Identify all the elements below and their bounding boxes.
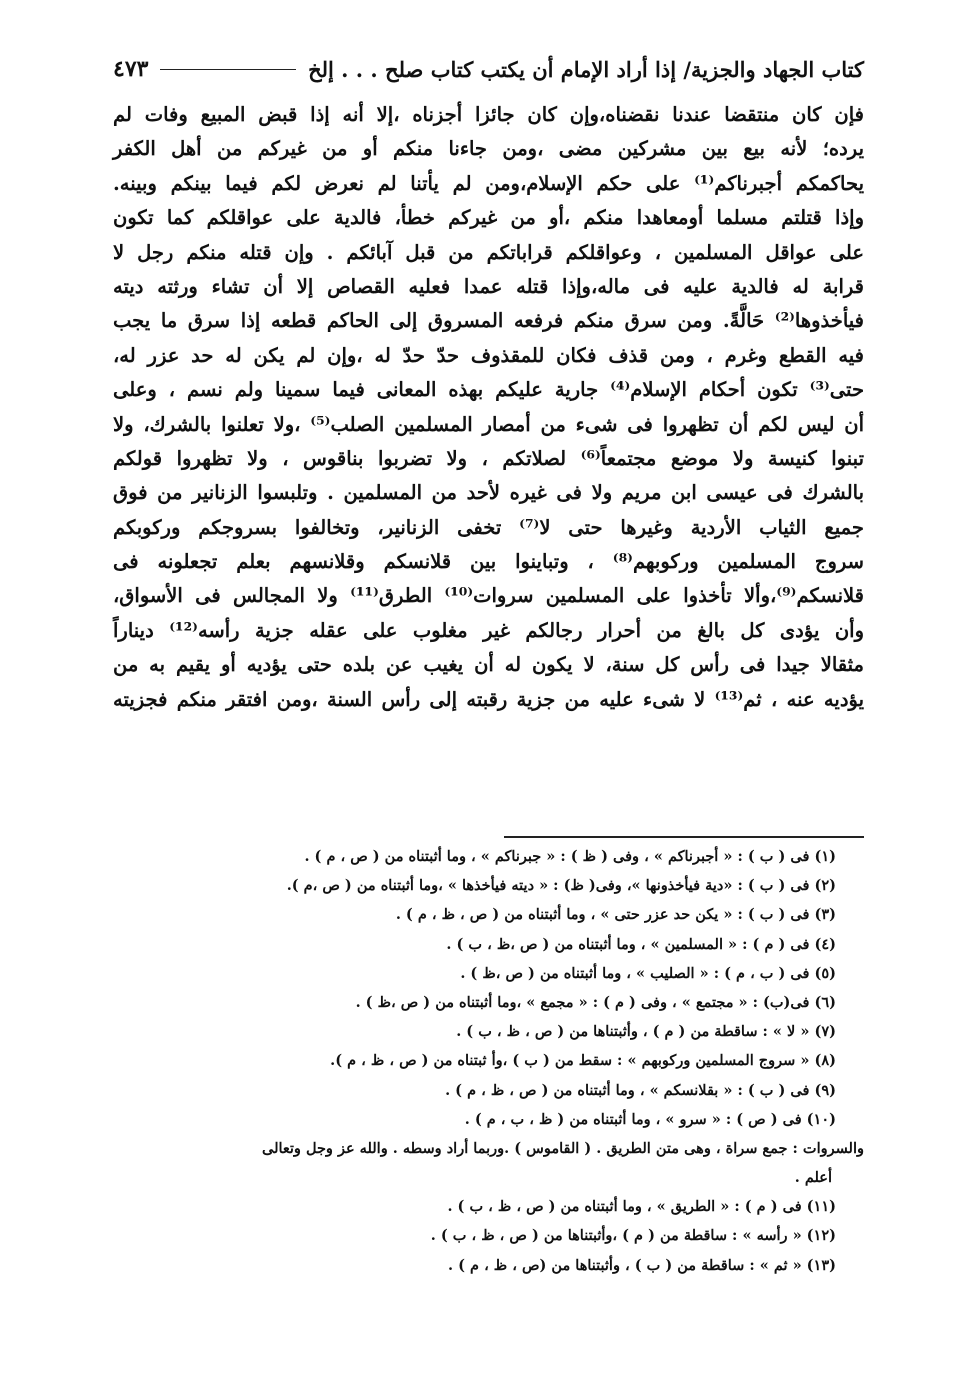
running-header [113, 52, 864, 86]
footnote: (١٢) « رأسه » : ساقطة من ( م ) ،وأثبتناها من ( ص ، ظ ، ب ) . [430, 1227, 836, 1245]
footnote-separator [504, 836, 864, 838]
footnote: (٩) فى ( ب ) : « بقلانسكم » ، وما أثبتناه من ( ص ، ظ ، م ) . [445, 1081, 836, 1099]
footnote: (١١) فى ( م ) : « الطريق » ، وما أثبتناه من ( ص ، ظ ، ب ) . [447, 1198, 836, 1216]
text-line: تبنوا كنيسة ولا موضع مجتمعاً⁽⁶⁾ لصلاتكم ، ولا تضربوا بناقوس ، ولا تظهروا قولكم [113, 446, 864, 470]
footnote: (٣) فى ( ب ) : « يكن حد عزر حتى » ، وما أثبتناه من ( ص ، ظ ، م ) . [395, 906, 836, 924]
main-text [113, 98, 864, 717]
text-line: فإن كان منتقضا عندنا نقضناه،وإن كان جائزا أجزناه ،إلا أنه إذا قبض المبيع وفات لم [113, 103, 864, 126]
footnote: (٤) فى ( م ) : « المسلمين » ، وما أثبتناه من ( ص ،ظ ، ب ) . [446, 935, 836, 953]
footnotes [113, 842, 864, 1280]
footnote-note: والسروات : جمع سراة ، وهى متن الطريق . ( القاموس ) .وربما أراد وسطه . والله عز وجل وتعالى [261, 1139, 864, 1157]
footnote: (١) فى ( ب ) : « أجبرناكم » ، وفى ( ظ ) : « جبرناكم » ، وما أثبتناه من ( ص ، م ) . [304, 848, 836, 865]
text-line: وأن يؤدى كل بالغ من أحرار رجالكم غير مغلوب على عقله جزية رأسه⁽¹²⁾ ديناراً [113, 618, 864, 642]
footnote: (١٠) فى ( ص ) : « سرو » ، وما أثبتناه من ( ظ ، ب ، م ) . [464, 1110, 836, 1128]
text-line: وإذا قتلتم مسلما أومعاهدا منكم ،أو من غيركم خطأ، فالدية على عواقلكم كما تكون [113, 206, 864, 230]
footnote: (٥) فى ( ب ، م ) : « الصليب » ، وما أثبتناه من ( ص ،ظ ) . [460, 964, 836, 982]
footnote: (٨) « سروج المسلمين وركوبهم » : سقط من ( ب ) ،وأ ثبتناه من ( ص ، ظ ، م ). [330, 1052, 836, 1070]
text-line: بالشرك فى عيسى ابن مريم ولا فى غيره لأحد من المسلمين . وتلبسوا الزنانير من فوق [113, 481, 864, 505]
text-line: سروج المسلمين وركوبهم⁽⁸⁾ ، وتباينوا بين قلانسكم وقلانسهم بعلم تجعلونه فى [113, 550, 864, 574]
text-line: يحاكمكم أجبرناكم⁽¹⁾ على حكم الإسلام،ومن لم يأتنا لم نعرض لكم فيما بينكم وبينه. [113, 171, 864, 195]
running-title: كتاب الجهاد والجزية/ إذا أراد الإمام أن يكتب كتاب صلح . . . إلخ [308, 56, 864, 82]
text-line: فيه القطع وغرم ، ومن قذف فكان للمقذوف حدّ حدّ له ،وإن لم يكن له حد عزر له، [113, 343, 864, 367]
text-line: أن ليس لكم أن تظهروا فى شىء من أمصار المسلمين الصلب⁽⁵⁾ ،ولا تعلنوا بالشرك، ولا [113, 412, 864, 436]
footnote: (٧) « لا » : ساقطة من ( م ) ، وأثبتناها من ( ص ، ظ ، ب ) . [456, 1023, 836, 1041]
header-rule [160, 69, 296, 70]
text-line: يرده؛ لأنه بيع بين مشركين مضى ،ومن جاءنا منكم أو من غيركم من أهل الكفر [113, 137, 864, 161]
footnote: (١٣) « ثم » : ساقطة من ( ب ) ، وأثبتناها من (ص ، ظ ، م ) . [448, 1256, 836, 1274]
text-line: حتى⁽³⁾ تكون أحكام الإسلام⁽⁴⁾ جارية عليكم بهذه المعانى فيما سمينا ولم نسم ، وعلى [113, 378, 864, 402]
footnote: (٦) فى(ب) : « مجتمع » ، وفى ( م ) : « مجمع » ،وما أثبتناه من ( ص ،ظ ) . [355, 993, 836, 1011]
text-line: قلانسكم⁽⁹⁾،وألا تأخذوا على المسلمين سروات⁽¹⁰⁾ الطرق⁽¹¹⁾ ولا المجالس فى الأسواق، [113, 584, 864, 608]
page-number: ٤٧٣ [113, 56, 149, 82]
text-line: قرابة له فالدية عليه فى ماله،وإذا قتله عمدا فعليه القصاص إلا أن تشاء ورثته ديته [113, 274, 864, 298]
text-line: فيأخذوها⁽²⁾ حَالَّةً. ومن سرق منكم فرفعه المسروق إلى الحاكم قطعه إذا سرق ما يجب [113, 309, 864, 333]
text-line: على عواقل المسلمين ، وعواقلكم قراباتكم من قبل آبائكم . وإن قتله منكم رجل لا [113, 240, 864, 264]
text-line: جميع الثياب الأردية وغيرها حتى لا⁽⁷⁾ تخفى الزنانير، وتخالفوا بسروجكم وركوبكم [113, 515, 864, 539]
text-line: يؤديه عنه ، ثم⁽¹³⁾ لا شىء عليه من جزية رقبته إلى رأس السنة ،ومن افتقر منكم فجزيته [113, 687, 865, 711]
footnote-note: أعلم . [794, 1169, 832, 1187]
footnote: (٢) فى ( ب ) : «دية فيأخذونها »، وفى( ظ) : « ديته فيأخذها » ،وما أثبتناه من ( ص ،م ). [286, 877, 836, 895]
text-line: مثقالا جيدا فى رأس كل سنة، لا يكون له أن يغيب عن بلده حتى يؤديه أو يقيم به من [113, 653, 864, 677]
